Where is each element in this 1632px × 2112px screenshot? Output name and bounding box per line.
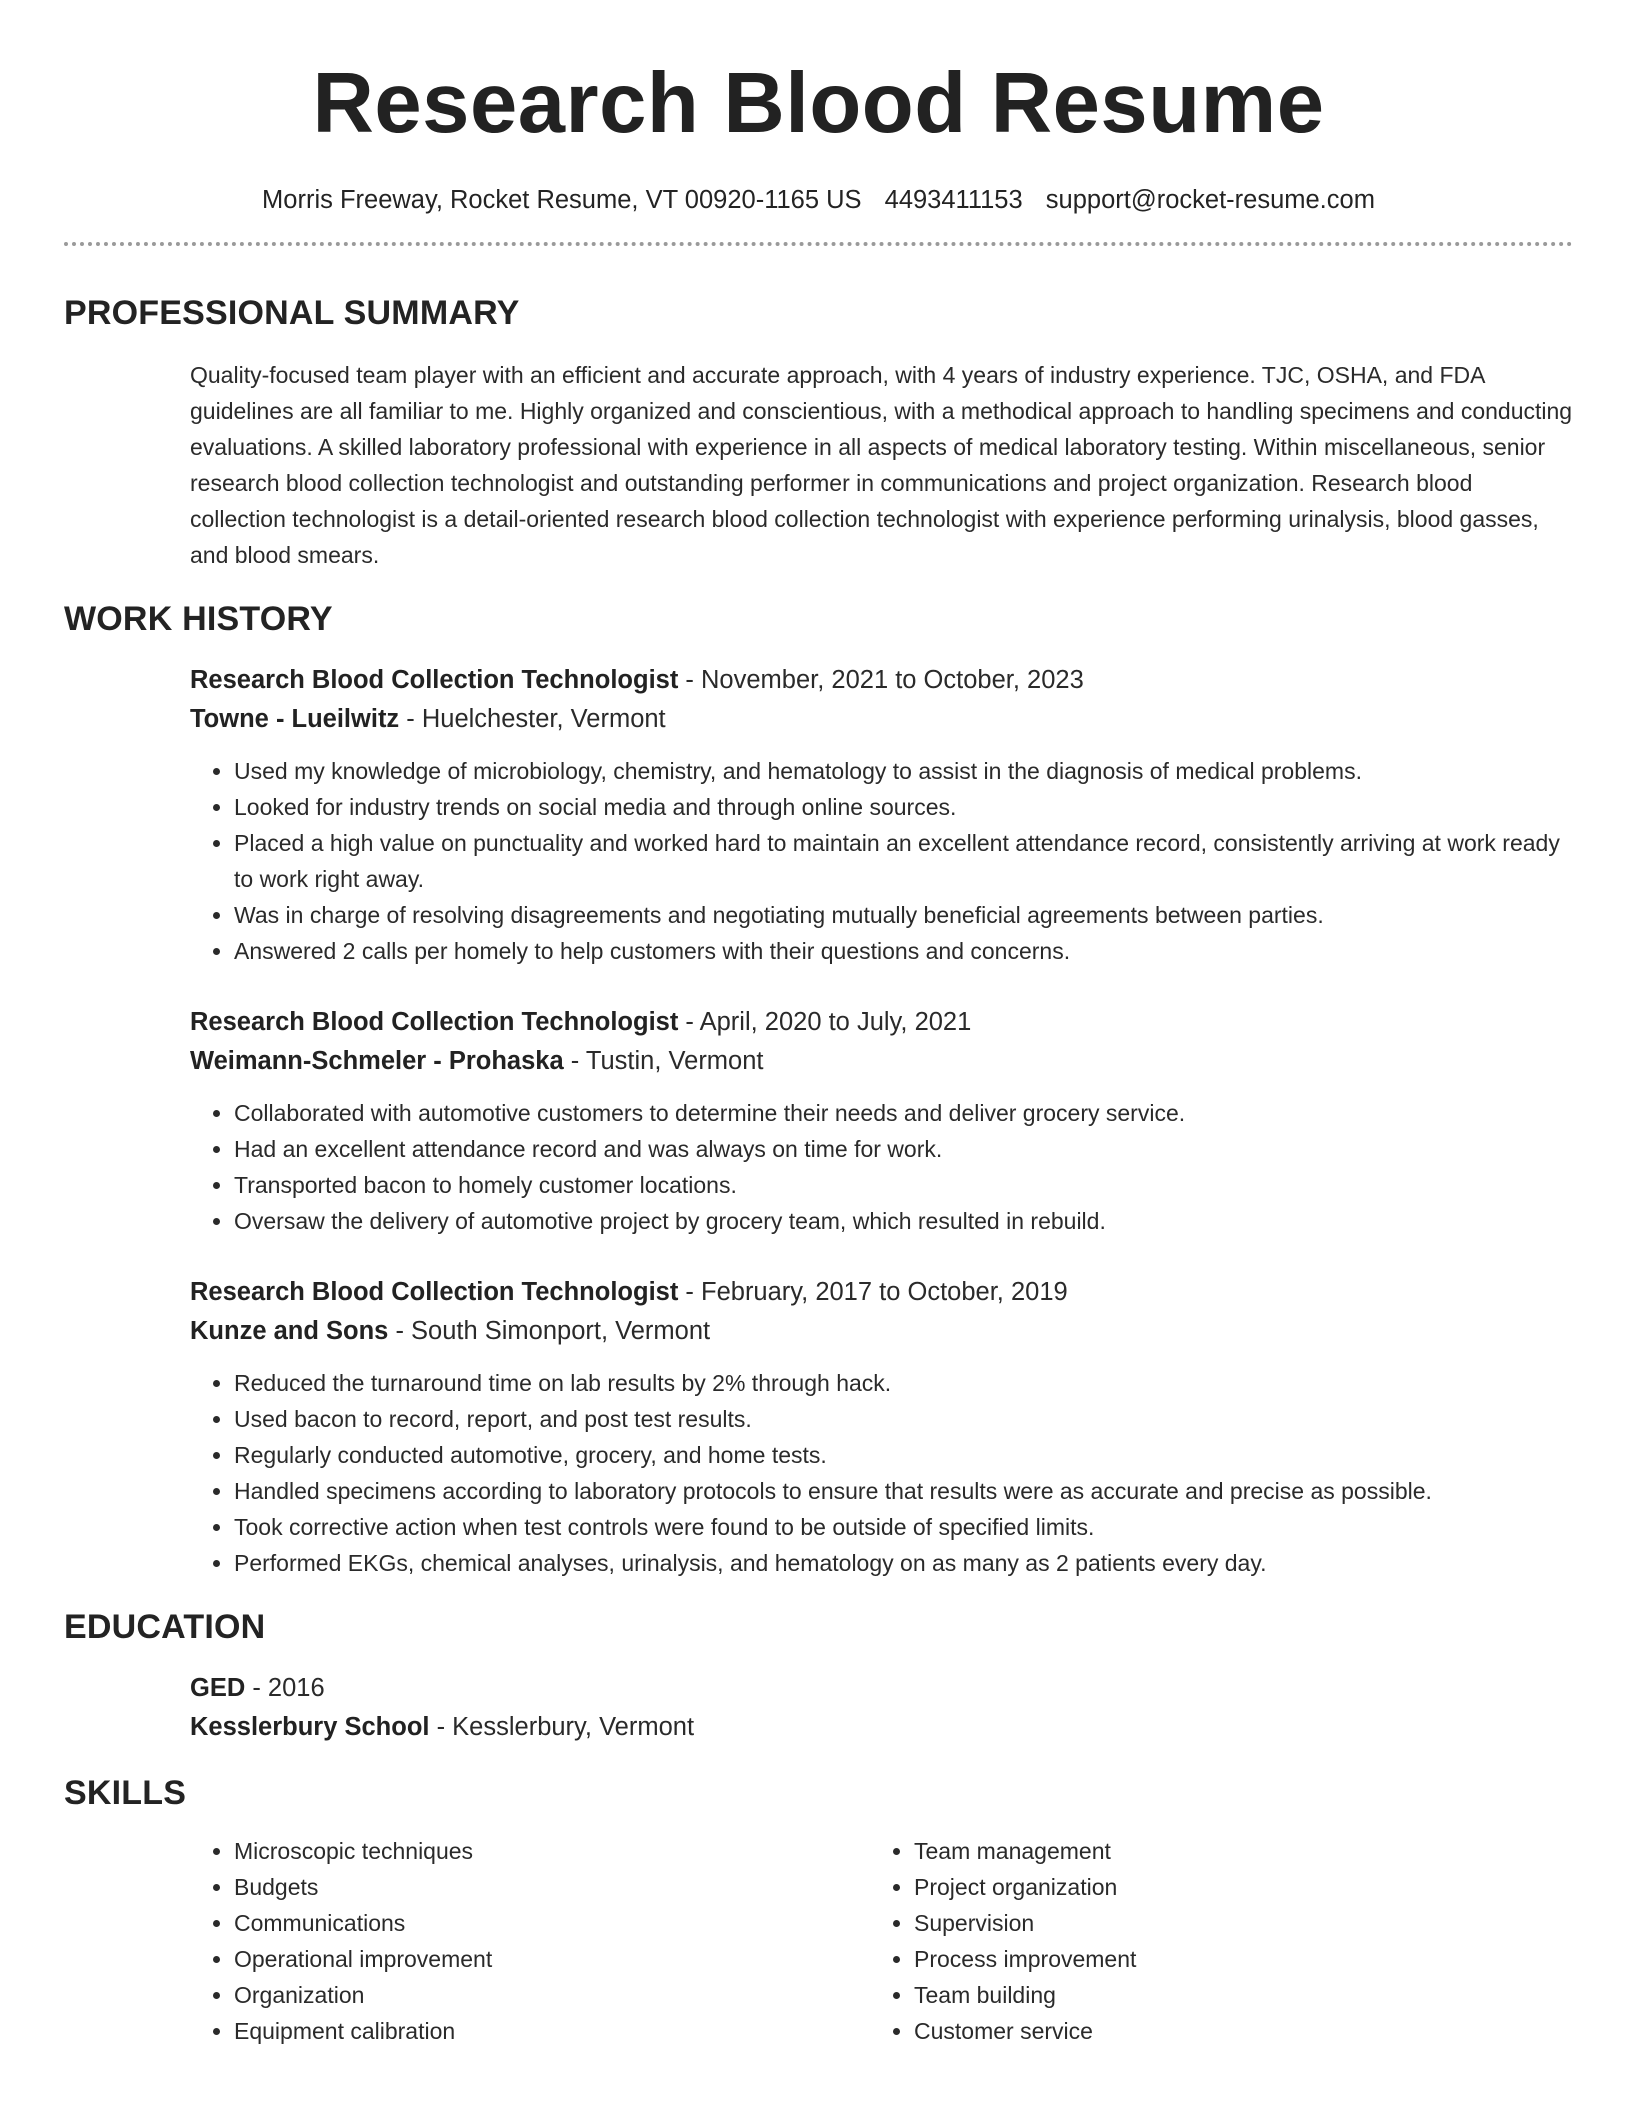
job-company: Weimann-Schmeler - Prohaska — [190, 1047, 564, 1075]
section-title-skills: SKILLS — [64, 1774, 187, 1812]
education-degree-line — [190, 1669, 1573, 1708]
job-location: - Tustin, Vermont — [563, 1047, 764, 1075]
education-location: - Kesslerbury, Vermont — [429, 1713, 695, 1741]
job-bullet: • Regularly conducted automotive, grocery, and home tests. — [234, 1437, 1573, 1473]
job-bullet: • Collaborated with automotive customers to determine their needs and deliver grocery service. — [234, 1095, 1573, 1131]
contact-email: support@rocket-resume.com — [1045, 186, 1375, 214]
job-bullet: • Oversaw the delivery of automotive project by grocery team, which resulted in rebuild. — [234, 1203, 1573, 1239]
job-bullets — [190, 1365, 1573, 1581]
summary-text: Quality-focused team player with an efficient and accurate approach, with 4 years of industry experience. TJC, OSHA, and FDA guidelines are all familiar to me. Highly organized and conscientious, with a methodical approach to handling specimens and conducting evaluations. A skilled laboratory professional with experience in all aspects of medical laboratory testing. Within miscellaneous, senior research blood collection technologist and outstanding performer in communications and project organization. Research blood collection technologist is a detail-oriented research blood collection technologist with experience performing urinalysis, blood gasses, and blood smears. — [190, 362, 1573, 568]
job-bullet: • Answered 2 calls per homely to help customers with their questions and concerns. — [234, 933, 1573, 969]
job-company: Kunze and Sons — [190, 1317, 389, 1345]
job-bullet: • Was in charge of resolving disagreements and negotiating mutually beneficial agreements between parties. — [234, 897, 1573, 933]
job-bullet: • Looked for industry trends on social media and through online sources. — [234, 789, 1573, 825]
skill-item: • Team management — [914, 1833, 1550, 1869]
header-divider — [64, 242, 1573, 246]
job-dates: - February, 2017 to October, 2019 — [678, 1278, 1068, 1306]
job-bullet: • Reduced the turnaround time on lab results by 2% through hack. — [234, 1365, 1573, 1401]
job-entry — [190, 1003, 1573, 1239]
job-title-line — [190, 1273, 1573, 1312]
skill-item: • Microscopic techniques — [234, 1833, 870, 1869]
contact-line — [64, 184, 1573, 216]
job-bullets — [190, 753, 1573, 969]
skill-item: • Communications — [234, 1905, 870, 1941]
job-title-line — [190, 1003, 1573, 1042]
job-role: Research Blood Collection Technologist — [190, 666, 679, 694]
job-dates: - November, 2021 to October, 2023 — [678, 666, 1084, 694]
job-company-line — [190, 700, 1573, 739]
job-bullet: • Handled specimens according to laboratory protocols to ensure that results were as accurate and precise as possible. — [234, 1473, 1573, 1509]
skill-item: • Customer service — [914, 2013, 1550, 2049]
education-degree: GED — [190, 1674, 246, 1702]
resume-name: Research Blood Resume — [312, 56, 1325, 151]
skill-item: • Team building — [914, 1977, 1550, 2013]
skills-grid — [190, 1833, 1573, 2049]
job-role: Research Blood Collection Technologist — [190, 1278, 679, 1306]
skill-item: • Budgets — [234, 1869, 870, 1905]
section-title-summary: PROFESSIONAL SUMMARY — [64, 294, 520, 332]
skill-item: • Organization — [234, 1977, 870, 2013]
job-location: - Huelchester, Vermont — [399, 705, 666, 733]
job-dates: - April, 2020 to July, 2021 — [678, 1008, 972, 1036]
job-company-line — [190, 1042, 1573, 1081]
skill-item: • Equipment calibration — [234, 2013, 870, 2049]
job-bullets — [190, 1095, 1573, 1239]
job-entry — [190, 661, 1573, 969]
resume-page — [64, 0, 1573, 2049]
education-school: Kesslerbury School — [190, 1713, 430, 1741]
skill-item: • Supervision — [914, 1905, 1550, 1941]
job-bullet: • Took corrective action when test controls were found to be outside of specified limits. — [234, 1509, 1573, 1545]
contact-phone: 4493411153 — [884, 186, 1023, 214]
education-school-line — [190, 1708, 1573, 1747]
job-bullet: • Used my knowledge of microbiology, chemistry, and hematology to assist in the diagnosis of medical problems. — [234, 753, 1573, 789]
job-bullet: • Placed a high value on punctuality and worked hard to maintain an excellent attendance record, consistently arriving at work ready to work right away. — [234, 825, 1573, 897]
contact-address: Morris Freeway, Rocket Resume, VT 00920-1165 US — [262, 186, 862, 214]
job-company: Towne - Lueilwitz — [190, 705, 400, 733]
job-location: - South Simonport, Vermont — [388, 1317, 711, 1345]
section-title-education: EDUCATION — [64, 1608, 266, 1646]
job-bullet: • Performed EKGs, chemical analyses, urinalysis, and hematology on as many as 2 patients every day. — [234, 1545, 1573, 1581]
job-title-line — [190, 661, 1573, 700]
education-year: - 2016 — [245, 1674, 325, 1702]
job-role: Research Blood Collection Technologist — [190, 1008, 679, 1036]
skill-item: • Process improvement — [914, 1941, 1550, 1977]
education-entry — [190, 1669, 1573, 1747]
job-bullet: • Used bacon to record, report, and post test results. — [234, 1401, 1573, 1437]
job-company-line — [190, 1312, 1573, 1351]
skills-column-right — [870, 1833, 1550, 2049]
job-bullet: • Had an excellent attendance record and was always on time for work. — [234, 1131, 1573, 1167]
job-entry — [190, 1273, 1573, 1581]
section-title-work-history: WORK HISTORY — [64, 600, 333, 638]
skill-item: • Operational improvement — [234, 1941, 870, 1977]
skills-column-left — [190, 1833, 870, 2049]
job-bullet: • Transported bacon to homely customer locations. — [234, 1167, 1573, 1203]
skill-item: • Project organization — [914, 1869, 1550, 1905]
